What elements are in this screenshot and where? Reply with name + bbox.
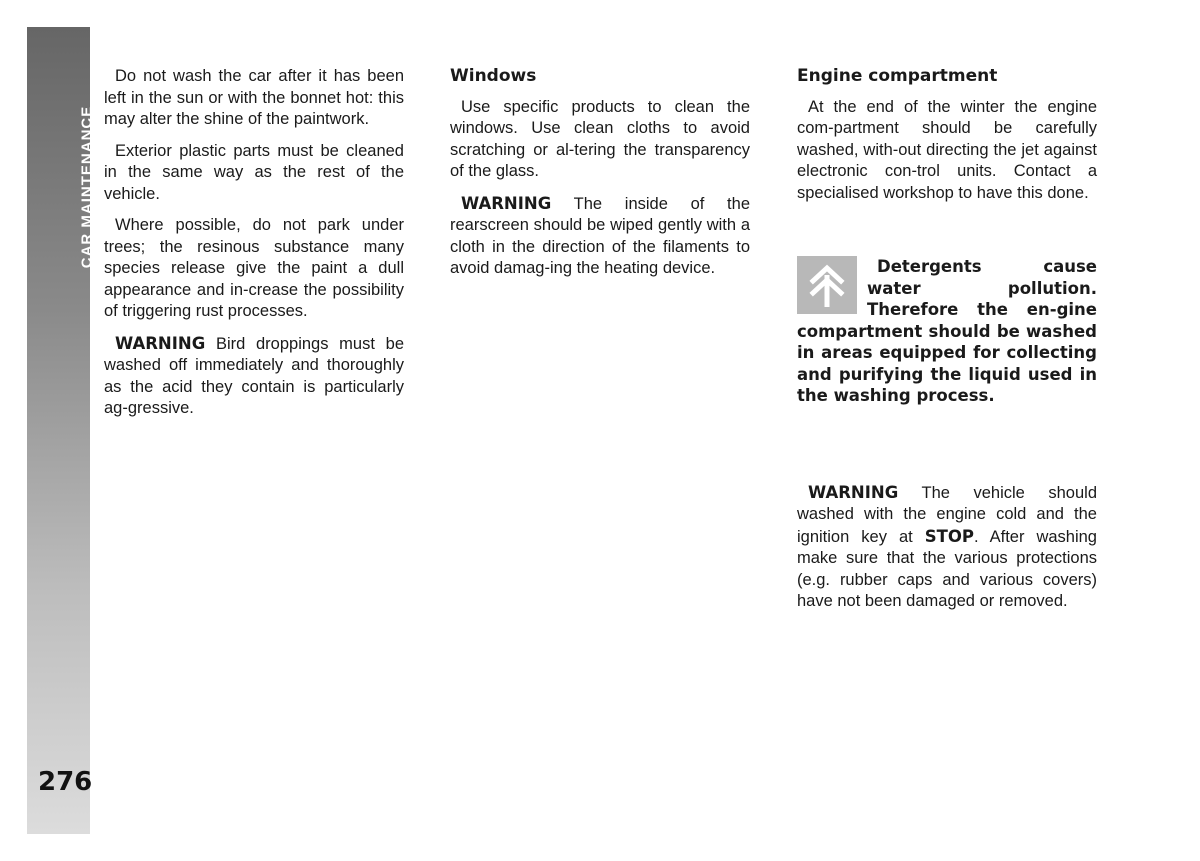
warning-text: The inside of the rearscreen should be wiped gently with a cloth in the direction of the filaments to avoid damag-ing the heating device. <box>450 194 750 277</box>
section-title: CAR MAINTENANCE <box>78 105 96 269</box>
environment-tree-icon <box>797 256 857 314</box>
page-number: 276 <box>38 767 93 797</box>
heading-windows: Windows <box>450 66 537 86</box>
paragraph-plastic: Exterior plastic parts must be cleaned in the same way as the rest of the vehicle. <box>104 141 404 203</box>
stop-keyword: STOP <box>924 526 974 546</box>
side-bar <box>27 27 96 834</box>
column-right <box>797 66 1097 623</box>
paragraph-windows: Use specific products to clean the windows. Use clean cloths to avoid scratching or al-tering the transparency of the glass. <box>450 97 750 180</box>
paragraph-sun: Do not wash the car after it has been left in the sun or with the bonnet hot: this may alter the shine of the paintwork. <box>104 67 404 128</box>
warning-bird-droppings <box>104 333 404 420</box>
warning-label: WARNING <box>115 333 206 353</box>
column-left <box>104 66 404 430</box>
heading-engine-compartment: Engine compartment <box>797 66 998 86</box>
paragraph-engine-wash: At the end of the winter the engine com-partment should be carefully washed, with-out directing the jet against electronic con-trol units. Contact a specialised workshop to have this done. <box>797 97 1097 202</box>
warning-text-part2: . After washing make sure that the various protections (e.g. rubber caps and various covers) have not been damaged or removed. <box>797 527 1097 610</box>
warning-rearscreen <box>450 193 750 280</box>
warning-label: WARNING <box>808 482 899 502</box>
warning-engine-cold <box>797 482 1097 613</box>
paragraph-trees: Where possible, do not park under trees; the resinous substance many species release give the paint a dull appearance and in-crease the possibility of triggering rust processes. <box>104 216 404 320</box>
warning-label: WARNING <box>461 193 552 213</box>
warning-text-part1: The vehicle should washed with the engine cold and the ignition key at <box>797 483 1097 546</box>
environment-note <box>797 256 1097 407</box>
warning-text: Bird droppings must be washed off immediately and thoroughly as the acid they contain is particularly ag-gressive. <box>104 334 404 417</box>
environment-note-text: Detergents cause water pollution. Therefore the en-gine compartment should be washed in areas equipped for collecting and purifying the liquid used in the washing process. <box>797 257 1097 405</box>
column-middle <box>450 66 750 290</box>
